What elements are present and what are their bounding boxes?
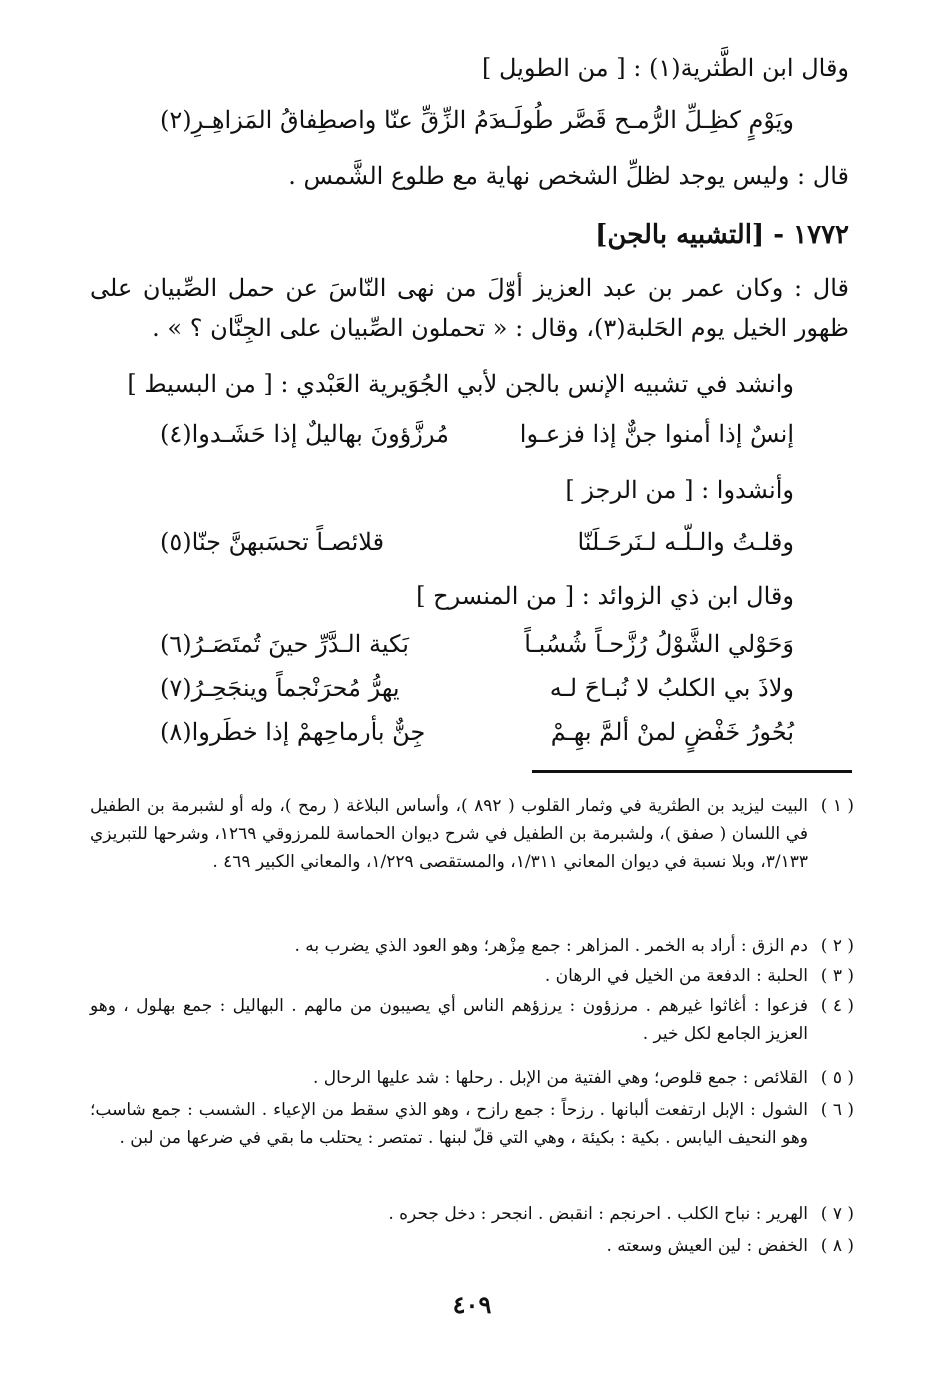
rajaz-intro: وأنشدوا : [ من الرجز ] — [565, 476, 794, 504]
verse-3 — [160, 524, 794, 560]
footnote-2 — [90, 932, 854, 960]
verse-2-first-hemistich: إنسٌ إذا أمنوا جنٌّ إذا فزعـوا — [519, 420, 794, 448]
verse-4-second-hemistich: بَكية الـدَّرِّ حينَ تُمتَصَـرُ(٦) — [160, 630, 409, 658]
verse-1-second-hemistich: دَمُ الزِّقِّ عنّا واصطِفاقُ المَزاهِـرِ(٢) — [160, 106, 500, 134]
footnote-3 — [90, 962, 854, 990]
footnote-6 — [90, 1096, 854, 1152]
footnote-7-number: ( ٧ ) — [820, 1204, 854, 1224]
footnote-7 — [90, 1200, 854, 1228]
footnote-3-number: ( ٣ ) — [820, 966, 854, 986]
bassit-intro: وانشد في تشبيه الإنس بالجن لأبي الجُوَيرية العَبْدي : [ من البسيط ] — [127, 370, 794, 398]
verse-2 — [160, 416, 794, 452]
verse-6 — [160, 714, 794, 750]
footnote-5-text: القلائص : جمع قلوص؛ وهي الفتية من الإبل . رحلها : شد عليها الرحال . — [312, 1068, 808, 1088]
footnote-divider — [532, 770, 852, 773]
verse-3-second-hemistich: قلائصـاً تحسَبهنَّ جنّا(٥) — [160, 528, 385, 556]
verse-4-first-hemistich: وَحَوْلي الشَّوْلُ رُزَّحـاً شُسُبـاً — [524, 630, 794, 658]
comment-line: قال : وليس يوجد لظلِّ الشخص نهاية مع طلوع الشَّمس . — [288, 162, 849, 190]
footnote-5 — [90, 1064, 854, 1092]
footnote-3-text: الحلبة : الدفعة من الخيل في الرهان . — [544, 966, 808, 986]
intro-line: وقال ابن الطَّثرية(١) : [ من الطويل ] — [481, 54, 849, 82]
footnote-4 — [90, 992, 854, 1048]
footnote-1-text: البيت ليزيد بن الطثرية في وثمار القلوب ( ٨٩٢ )، وأساس البلاغة ( رمح )، وله أو لشبرمة بن الطفيل في اللسان ( صفق )، ولشبرمة بن الطفيل في شرح ديوان الحماسة للمرزوقي ١٢٦٩، وشرحها للتبريزي ٣/١٣٣، وبلا نسبة في ديوان المعاني ١/٣١١، والمستقصى ١/٢٢٩، والمعاني الكبير ٤٦٩ . — [90, 796, 808, 872]
footnote-4-number: ( ٤ ) — [820, 996, 854, 1016]
section-heading: ١٧٧٢ - [التشبيه بالجن] — [595, 220, 849, 250]
verse-5-second-hemistich: يهرُّ مُحرَنْجماً وينجَحِـرُ(٧) — [160, 674, 400, 702]
footnote-6-text: الشول : الإبل ارتفعت ألبانها . رزحاً : جمع رازح ، وهو الذي سقط من الإعياء . الشسب : جمع شاسب؛ وهو النحيف اليابس . بكية : بكيئة ، وهي التي قلّ لبنها . تمتصر : يحتلب ما بقي في ضرعها من لبن . — [90, 1100, 809, 1148]
verse-1 — [160, 102, 794, 138]
footnote-2-number: ( ٢ ) — [820, 936, 854, 956]
footnote-4-text: فزعوا : أغاثوا غيرهم . مرزؤون : يرزؤهم الناس أي يصيبون من مالهم . البهاليل : جمع بهلول ، وهو العزيز الجامع لكل خير . — [90, 996, 808, 1044]
footnote-6-number: ( ٦ ) — [820, 1100, 854, 1120]
verse-2-second-hemistich: مُرزَّؤونَ بهاليلٌ إذا حَشَـدوا(٤) — [160, 420, 449, 448]
page-number: ٤٠٩ — [452, 1290, 492, 1319]
footnote-1 — [90, 792, 854, 876]
footnote-8-text: الخفض : لين العيش وسعته . — [606, 1236, 808, 1256]
verse-6-second-hemistich: جِنٌّ بأرماحِهمْ إذا خطَروا(٨) — [160, 718, 426, 746]
footnote-7-text: الهرير : نباح الكلب . احرنجم : انقبض . انجحر : دخل جحره . — [388, 1204, 808, 1224]
body-paragraph: قال : وكان عمر بن عبد العزيز أوّلَ من نهى النّاسَ عن حمل الصِّبيان على ظهور الخيل يوم الحَلبة(٣)، وقال : « تحملون الصِّبيان على الجِنَّان ؟ » . — [90, 274, 849, 342]
verse-4 — [160, 626, 794, 662]
verse-3-first-hemistich: وقلـتُ والـلّـه لـنَرحَـلَنّا — [577, 528, 794, 556]
verse-5 — [160, 670, 794, 706]
footnote-8-number: ( ٨ ) — [820, 1236, 854, 1256]
verse-6-first-hemistich: بُحُورُ خَفْضٍ لمنْ ألمَّ بهِـمْ — [550, 718, 794, 746]
footnote-5-number: ( ٥ ) — [820, 1068, 854, 1088]
verse-1-first-hemistich: ويَوْمٍ كظِـلِّ الرُّمـح قَصَّر طُولَـه — [494, 106, 794, 134]
footnote-1-number: ( ١ ) — [820, 796, 854, 816]
footnote-2-text: دم الزق : أراد به الخمر . المزاهر : جمع مِزْهر؛ وهو العود الذي يضرب به . — [294, 936, 808, 956]
footnote-8 — [90, 1232, 854, 1260]
munsarih-intro: وقال ابن ذي الزوائد : [ من المنسرح ] — [416, 582, 794, 610]
verse-5-first-hemistich: ولاذَ بي الكلبُ لا نُبـاحَ لـه — [549, 674, 794, 702]
